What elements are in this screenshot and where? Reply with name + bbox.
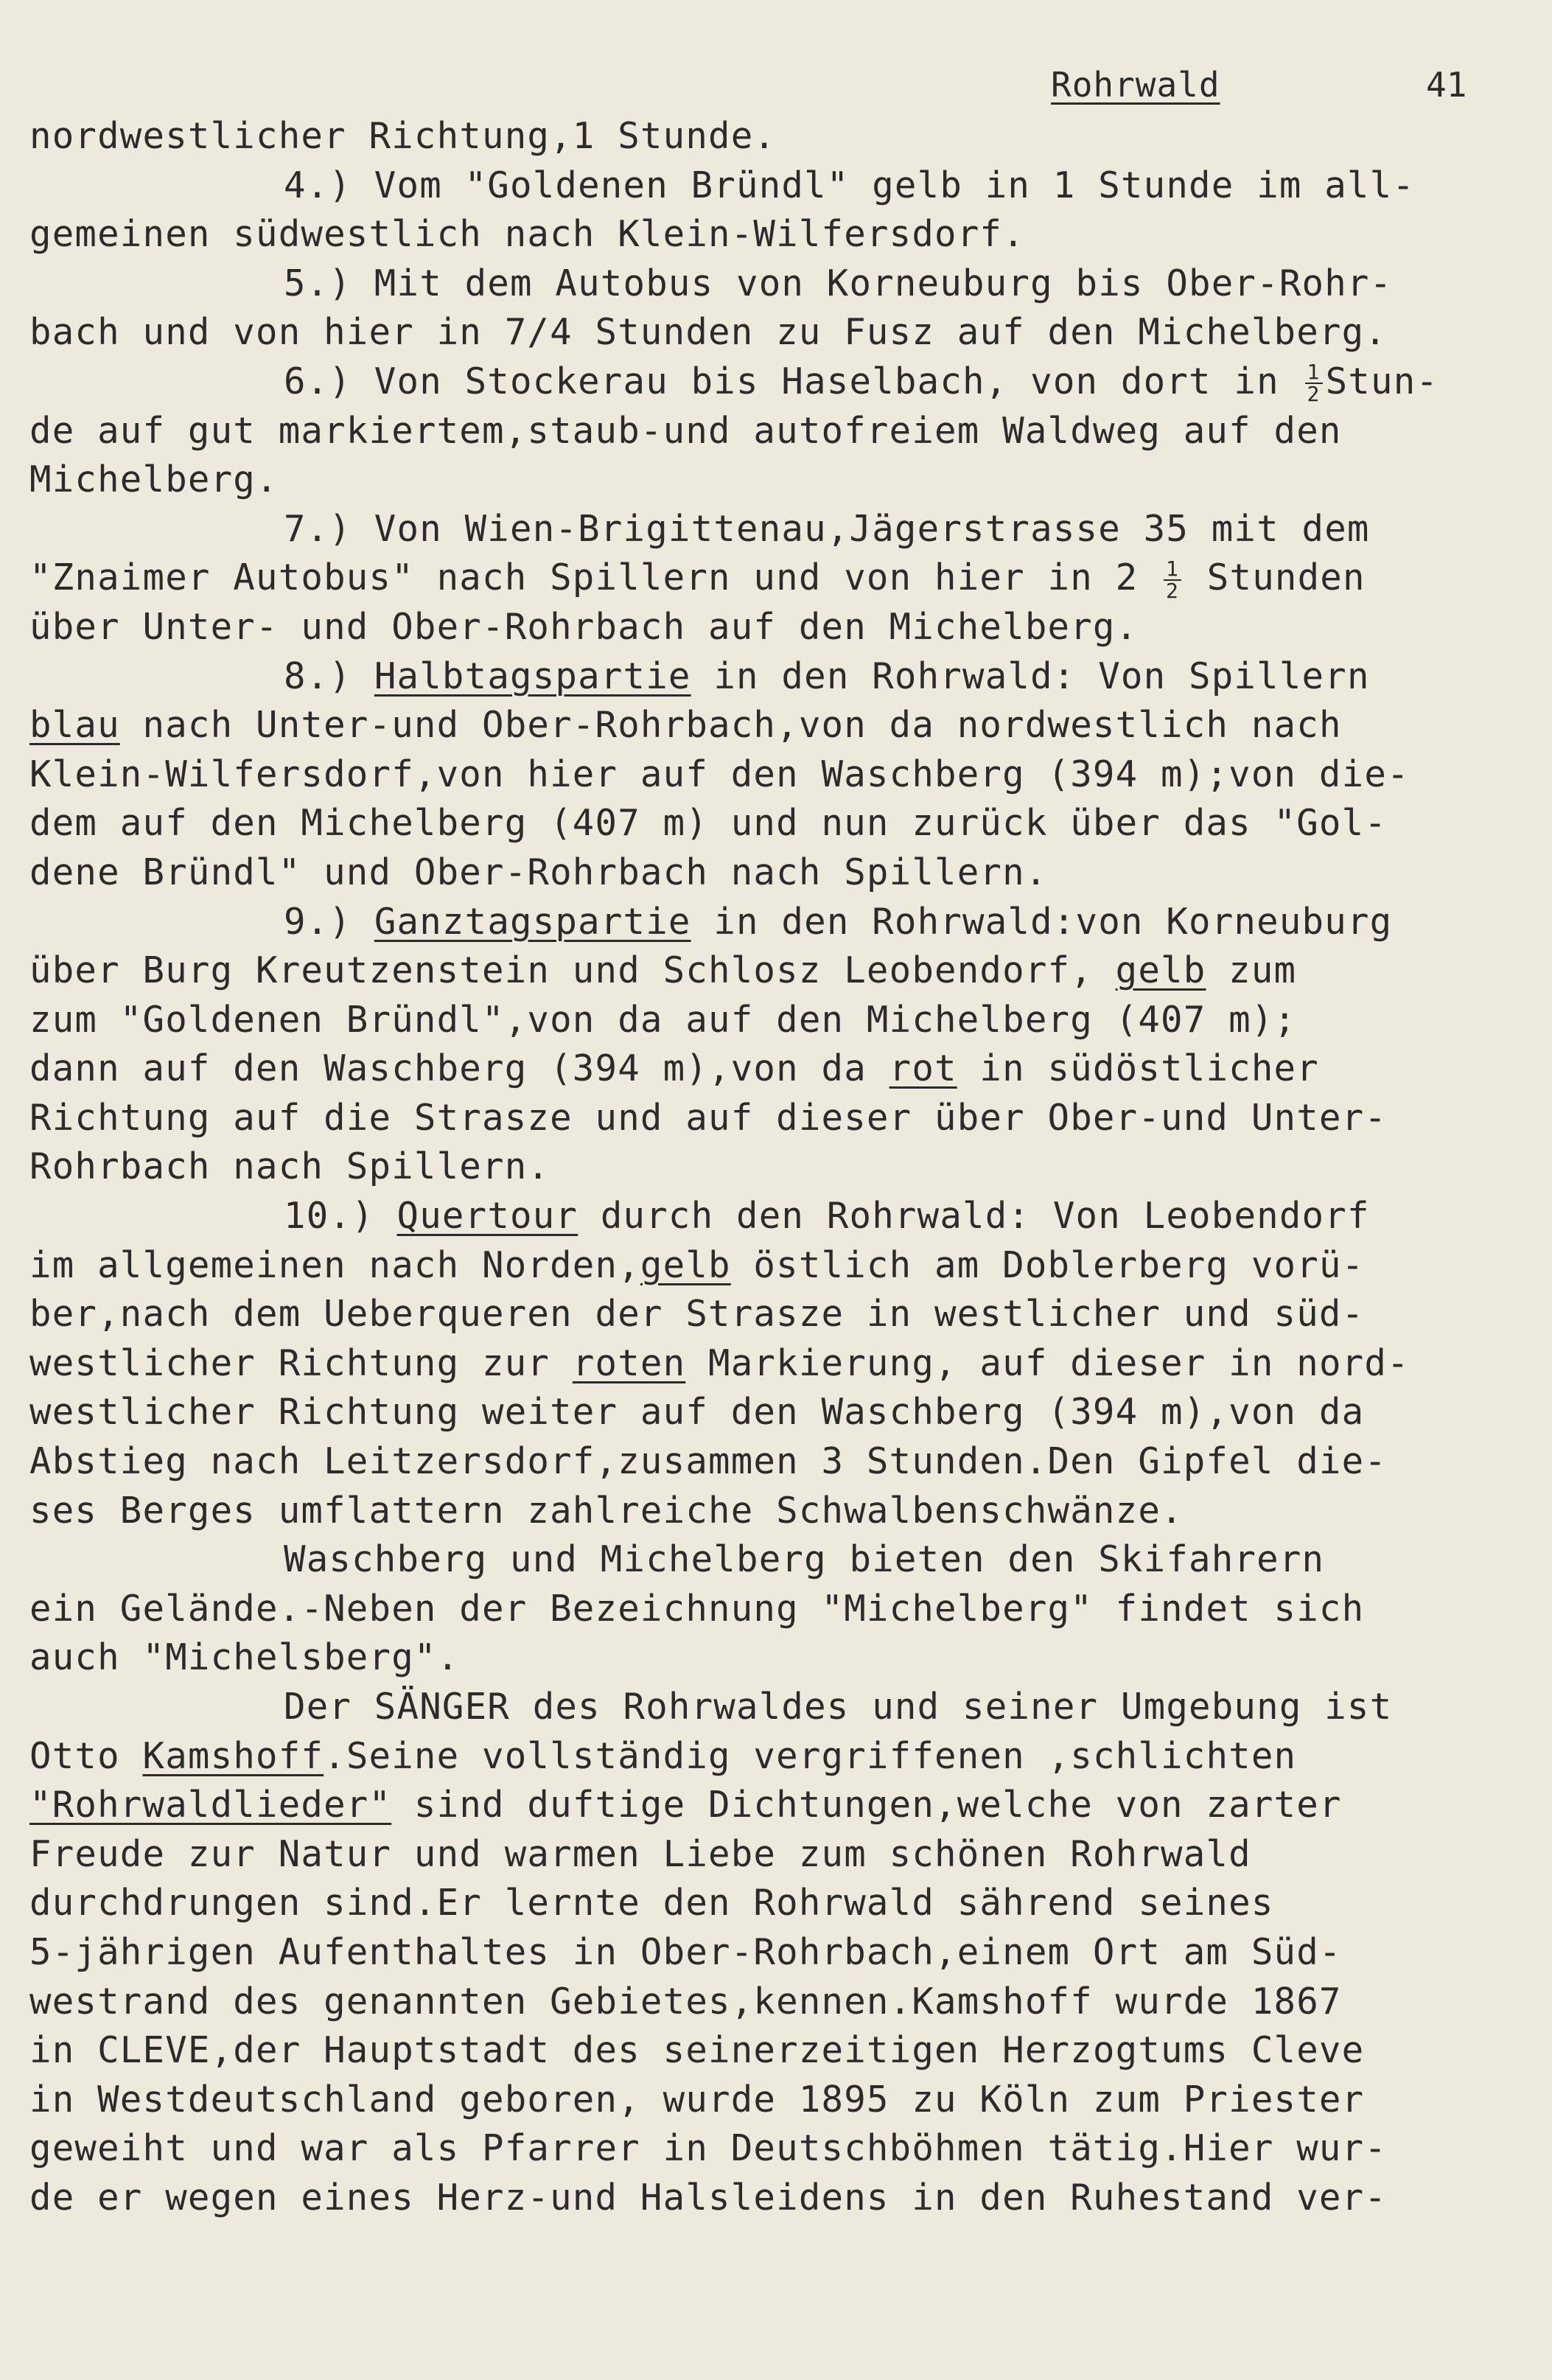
text-segment: 8.): [284, 655, 374, 697]
text-segment: Stun-: [1325, 360, 1439, 402]
text-line: [29, 1241, 1525, 1291]
fraction-half: [1305, 362, 1323, 405]
text-line: durchdrungen sind.Er lernte den Rohrwald sährend seines: [29, 1882, 1274, 1924]
text-segment: 9.): [284, 900, 374, 943]
text-line: Freude zur Natur und warmen Liebe zum schönen Rohrwald: [29, 1832, 1251, 1875]
text-segment: in den Rohrwald: Von Spillern: [691, 655, 1370, 697]
text-line: in Westdeutschland geboren, wurde 1895 zu Köln zum Priester: [29, 2078, 1365, 2121]
underlined-term: gelb: [1115, 949, 1206, 992]
underlined-term: blau: [29, 704, 120, 747]
text-line: 5-jährigen Aufenthaltes in Ober-Rohrbach,einem Ort am Süd-: [29, 1930, 1342, 1973]
text-segment: in den Rohrwald:von Korneuburg: [691, 900, 1393, 943]
fraction-numerator: 1: [1164, 559, 1181, 581]
text-segment: nach Unter-und Ober-Rohrbach,von da nordwestlich nach: [119, 704, 1342, 747]
text-segment: durch den Rohrwald: Von Leobendorf: [578, 1195, 1370, 1238]
text-line: gemeinen südwestlich nach Klein-Wilfersdorf.: [29, 213, 1025, 256]
text-line: dem auf den Michelberg (407 m) und nun zurück über das "Gol-: [29, 802, 1388, 845]
text-segment: in südöstlicher: [957, 1047, 1319, 1090]
text-line: nordwestlicher Richtung,1 Stunde.: [29, 115, 777, 157]
text-line: Richtung auf die Strasze und auf dieser über Ober-und Unter-: [29, 1096, 1388, 1139]
route-9-line: [29, 898, 1525, 947]
page-number: 41: [1426, 65, 1467, 105]
route-6-line: [29, 357, 1525, 407]
text-segment: dann auf den Waschberg (394 m),von da: [29, 1047, 889, 1090]
text-line: geweiht und war als Pfarrer in Deutschböhmen tätig.Hier wur-: [29, 2127, 1388, 2170]
paragraph-saenger-line: Der SÄNGER des Rohrwaldes und seiner Umgebung ist: [284, 1686, 1393, 1728]
route-5-line: 5.) Mit dem Autobus von Korneuburg bis Ober-Rohr-: [284, 262, 1393, 304]
text-line: in CLEVE,der Hauptstadt des seinerzeitigen Herzogtums Cleve: [29, 2029, 1365, 2072]
text-line: über Unter- und Ober-Rohrbach auf den Michelberg.: [29, 605, 1139, 648]
text-line: zum "Goldenen Bründl",von da auf den Michelberg (407 m);: [29, 998, 1297, 1041]
text-line: Rohrbach nach Spillern.: [29, 1145, 550, 1188]
route-8-line: [29, 652, 1525, 702]
fraction-denominator: 2: [1307, 382, 1321, 407]
text-segment: Markierung, auf dieser in nord-: [685, 1341, 1410, 1384]
text-segment: östlich am Doblerberg vorü-: [730, 1243, 1365, 1286]
paragraph-ski-line: Waschberg und Michelberg bieten den Skifahrern: [284, 1538, 1325, 1581]
text-line: [29, 701, 1525, 750]
underlined-term: "Rohrwaldlieder": [29, 1784, 392, 1826]
underlined-term: Kamshoff: [142, 1734, 324, 1777]
text-line: Abstieg nach Leitzersdorf,zusammen 3 Stunden.Den Gipfel die-: [29, 1440, 1388, 1483]
text-line: de auf gut markiertem,staub-und autofreiem Waldweg auf den: [29, 409, 1342, 452]
text-line: [29, 1781, 1525, 1830]
text-line: [29, 554, 1525, 603]
text-line: [29, 1732, 1525, 1781]
text-segment: 6.) Von Stockerau bis Haselbach, von dort in: [284, 360, 1302, 402]
text-segment: 10.): [284, 1195, 397, 1238]
text-line: [29, 946, 1525, 996]
text-line: [29, 1044, 1525, 1094]
route-10-line: [29, 1192, 1525, 1241]
underlined-term: roten: [572, 1341, 686, 1384]
underlined-term: gelb: [640, 1243, 731, 1286]
text-segment: über Burg Kreutzenstein und Schlosz Leobendorf,: [29, 949, 1116, 992]
text-line: auch "Michelsberg".: [29, 1636, 460, 1679]
text-line: [29, 1339, 1525, 1389]
text-segment: westlicher Richtung zur: [29, 1341, 573, 1384]
underlined-term: Ganztagspartie: [374, 900, 691, 943]
text-line: westlicher Richtung weiter auf den Waschberg (394 m),von da: [29, 1391, 1365, 1434]
underlined-term: Quertour: [396, 1195, 578, 1238]
route-7-line: 7.) Von Wien-Brigittenau,Jägerstrasse 35 mit dem: [284, 507, 1370, 550]
fraction-numerator: 1: [1305, 362, 1323, 384]
text-line: Michelberg.: [29, 458, 279, 501]
text-line: dene Bründl" und Ober-Rohrbach nach Spillern.: [29, 851, 1048, 893]
text-segment: "Znaimer Autobus" nach Spillern und von hier in 2: [29, 556, 1161, 599]
text-segment: zum: [1206, 949, 1297, 992]
running-head: Rohrwald: [1051, 65, 1220, 105]
text-line: westrand des genannten Gebietes,kennen.Kamshoff wurde 1867: [29, 1980, 1342, 2023]
text-line: ses Berges umflattern zahlreiche Schwalbenschwänze.: [29, 1489, 1184, 1532]
text-line: Klein-Wilfersdorf,von hier auf den Waschberg (394 m);von die-: [29, 753, 1410, 795]
text-line: de er wegen eines Herz-und Halsleidens in den Ruhestand ver-: [29, 2176, 1388, 2219]
body-text: [29, 112, 1525, 2223]
text-segment: sind duftige Dichtungen,welche von zarter: [391, 1784, 1342, 1826]
fraction-half: [1164, 556, 1181, 603]
fraction-denominator: 2: [1166, 578, 1180, 603]
text-segment: Otto: [29, 1734, 143, 1777]
text-line: bach und von hier in 7/4 Stunden zu Fusz auf den Michelberg.: [29, 311, 1388, 354]
text-segment: Stunden: [1184, 556, 1366, 599]
text-segment: im allgemeinen nach Norden,: [29, 1243, 640, 1286]
route-4-line: 4.) Vom "Goldenen Bründl" gelb in 1 Stunde im all-: [284, 164, 1416, 206]
text-line: ber,nach dem Ueberqueren der Strasze in westlicher und süd-: [29, 1293, 1365, 1336]
underlined-term: rot: [889, 1047, 957, 1090]
underlined-term: Halbtagspartie: [374, 655, 691, 697]
text-line: ein Gelände.-Neben der Bezeichnung "Michelberg" findet sich: [29, 1587, 1365, 1630]
text-segment: .Seine vollständig vergriffenen ,schlichten: [324, 1734, 1297, 1777]
